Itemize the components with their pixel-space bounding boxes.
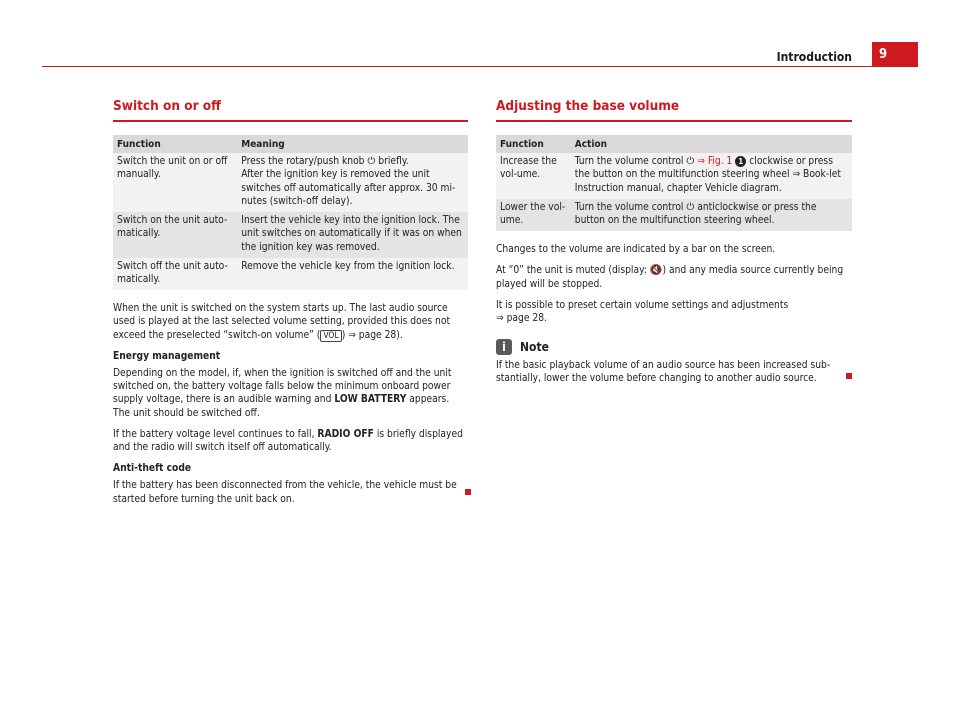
table-row: [496, 199, 852, 232]
title-rule: [113, 120, 468, 122]
display-message: RADIO OFF: [317, 428, 374, 440]
table-row: [113, 212, 468, 258]
cell-text: After the ignition key is removed the unit switches off automatically after approx. 30 mi-nutes (switch-off delay).: [241, 169, 456, 207]
cell-text: briefly.: [378, 156, 409, 167]
text: appears. The unit should be switched off.: [113, 394, 450, 419]
text: Depending on the model, if, when the ignition is switched off and the unit switched on, the battery voltage falls below the minimum onboard power supply voltage, there is an audible warning and: [113, 368, 452, 406]
power-icon: ⏻: [367, 156, 376, 167]
cell-meaning: Insert the vehicle key into the ignition lock. The unit switches on automatically if it was on when the ignition key was removed.: [237, 212, 468, 258]
paragraph-muted: [496, 264, 852, 290]
note-text: If the basic playback volume of an audio source has been increased sub-stantially, lower the volume before changing to another audio source.: [496, 360, 831, 385]
header-rule: [42, 66, 918, 67]
paragraph-preset: It is possible to preset certain volume settings and adjustments ⇒ page 28.: [496, 299, 789, 325]
figure-reference-link[interactable]: ⇒ Fig. 1: [697, 156, 733, 167]
column-header: Action: [571, 135, 852, 153]
power-icon: ⏻: [686, 156, 695, 167]
power-icon: ⏻: [686, 201, 695, 213]
cell-meaning: [237, 153, 468, 212]
right-column: [496, 98, 852, 386]
table-row: [496, 153, 852, 199]
cell-text: Turn the volume control: [574, 201, 684, 213]
text: If the battery voltage level continues to fall,: [113, 428, 315, 440]
note-icon: i: [496, 339, 512, 355]
table-header-row: [496, 135, 852, 153]
text: At “0” the unit is muted (display:: [496, 265, 647, 277]
display-message: LOW BATTERY: [334, 394, 407, 406]
paragraph-antitheft: If the battery has been disconnected from the vehicle, the vehicle must be started before turning the unit back on.: [113, 480, 457, 505]
paragraph-changes: Changes to the volume are indicated by a bar on the screen.: [496, 244, 776, 256]
section-name: Introduction: [776, 50, 852, 64]
paragraph-energy: [113, 367, 468, 420]
text: is briefly displayed and the radio will switch itself off automatically.: [113, 428, 463, 454]
section-title-volume: Adjusting the base volume: [496, 98, 680, 114]
title-rule: [496, 120, 852, 122]
page-number: 9: [872, 42, 918, 67]
paragraph-voltage: [113, 428, 468, 454]
text: When the unit is switched on the system starts up. The last audio source used is played at the last selected volume setting, provided this does not exceed the preselected “switch-on volume” (: [113, 303, 451, 341]
callout-number: 1: [735, 156, 746, 167]
paragraph-startup: [113, 302, 468, 342]
table-row: [113, 153, 468, 212]
cell-meaning: Remove the vehicle key from the ignition lock.: [237, 258, 468, 291]
vol-button-glyph: VOL: [320, 330, 341, 342]
antitheft-heading: Anti-theft code: [113, 463, 192, 475]
cell-action: [571, 199, 852, 232]
note-heading: Note: [520, 340, 549, 355]
cell-action: [571, 153, 852, 199]
cell-function: Increase the vol-ume.: [496, 153, 571, 199]
table-row: [113, 258, 468, 291]
cell-text: clockwise or press the button on the multifunction steering wheel ⇒ Book-let Instruction manual, chapter Vehicle diagram.: [574, 156, 841, 194]
left-column: [113, 98, 468, 506]
energy-heading: Energy management: [113, 350, 221, 362]
column-header: Function: [496, 135, 571, 153]
table-header-row: [113, 135, 468, 153]
cell-function: Lower the vol-ume.: [496, 199, 571, 232]
cell-text: Press the rotary/push knob: [241, 156, 365, 167]
note-header: [496, 339, 852, 355]
cell-text: anticlockwise or press the button on the multifunction steering wheel.: [574, 201, 817, 226]
section-end-marker: [846, 373, 852, 379]
switch-table: [113, 135, 468, 290]
mute-icon: 🔇: [649, 265, 663, 277]
text: ) and any media source currently being played will be stopped.: [496, 265, 844, 290]
cell-function: Switch on the unit auto-matically.: [113, 212, 237, 258]
volume-table: [496, 135, 852, 231]
section-end-marker: [465, 489, 471, 495]
cell-function: Switch off the unit auto-matically.: [113, 258, 237, 291]
column-header: Function: [113, 135, 237, 153]
cell-text: Turn the volume control: [574, 156, 684, 167]
column-header: Meaning: [237, 135, 468, 153]
text: ) ⇒ page 28).: [341, 329, 403, 341]
section-title-switch: Switch on or off: [113, 98, 221, 114]
cell-function: Switch the unit on or off manually.: [113, 153, 237, 212]
